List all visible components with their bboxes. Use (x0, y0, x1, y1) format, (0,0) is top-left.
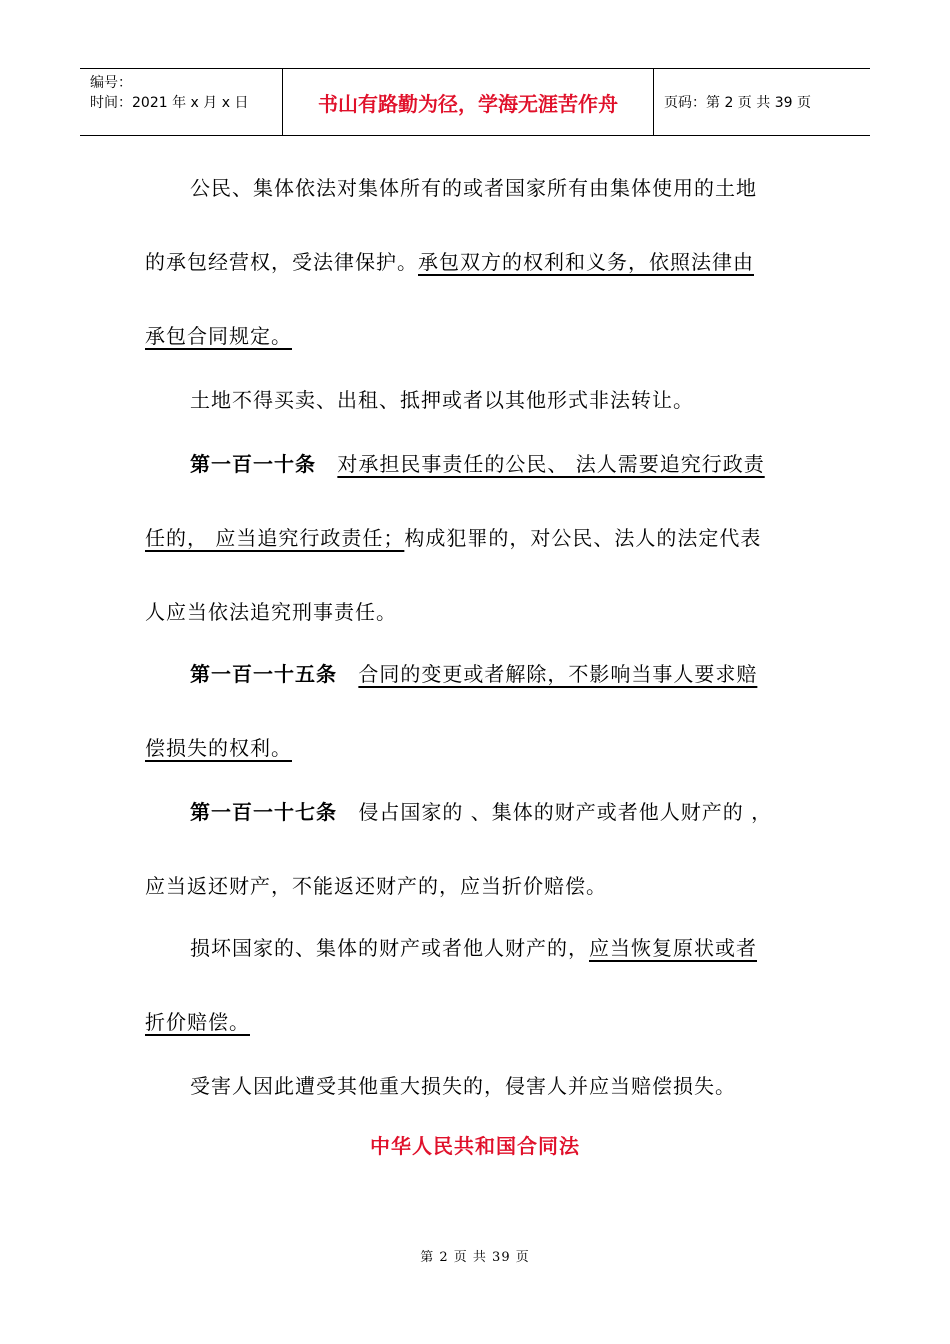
underlined-text: 承包合同规定。 (145, 324, 292, 348)
header-motto: 书山有路勤为径，学海无涯苦作舟 (282, 69, 654, 135)
article-117-line (190, 796, 870, 825)
article-heading: 第一百一十条 (190, 452, 316, 476)
page-header (80, 68, 870, 136)
underlined-text: 偿损失的权利。 (145, 736, 292, 760)
paragraph-line: 土地不得买卖、出租、抵押或者以其他形式非法转让。 (190, 388, 694, 412)
underlined-text: 合同的变更或者解除，不影响当事人要求赔 (358, 662, 758, 686)
paragraph-line (145, 522, 825, 551)
paragraph-line (145, 320, 825, 349)
paragraph-line: 人应当依法追究刑事责任。 (145, 600, 397, 624)
article-115-line (190, 658, 870, 687)
paragraph-line (145, 1006, 825, 1035)
section-title: 中华人民共和国合同法 (370, 1134, 580, 1158)
text-run: 侵占国家的 、集体的财产或者他人财产的 ， (358, 800, 773, 824)
page-footer: 第 2 页 共 39 页 (420, 1250, 530, 1265)
underlined-text: 折价赔偿。 (145, 1010, 250, 1034)
paragraph-line (145, 732, 825, 761)
time-label: 时间：2021 年 x 月 x 日 (90, 95, 249, 111)
underlined-text: 对承担民事责任的公民、 法人需要追究行政责 (337, 452, 765, 476)
paragraph-line: 受害人因此遭受其他重大损失的，侵害人并应当赔偿损失。 (190, 1074, 736, 1098)
text-run: 的承包经营权，受法律保护。 (145, 250, 418, 274)
number-label: 编号： (90, 75, 132, 91)
paragraph-line: 应当返还财产，不能返还财产的，应当折价赔偿。 (145, 874, 607, 898)
paragraph-line: 公民、集体依法对集体所有的或者国家所有由集体使用的土地 (190, 176, 757, 200)
paragraph-line (145, 246, 825, 275)
article-110-line (190, 448, 870, 477)
article-heading: 第一百一十七条 (190, 800, 337, 824)
underlined-text: 应当恢复原状或者 (589, 936, 757, 960)
text-run: 构成犯罪的，对公民、法人的法定代表 (404, 526, 762, 550)
text-run: 损坏国家的、集体的财产或者他人财产的， (190, 936, 589, 960)
article-heading: 第一百一十五条 (190, 662, 337, 686)
header-page-info: 页码：第 2 页 共 39 页 (664, 95, 811, 111)
header-meta (80, 69, 282, 135)
underlined-text: 任的， 应当追究行政责任； (145, 526, 405, 550)
underlined-text: 承包双方的权利和义务，依照法律由 (418, 250, 754, 274)
paragraph-line (190, 932, 870, 961)
